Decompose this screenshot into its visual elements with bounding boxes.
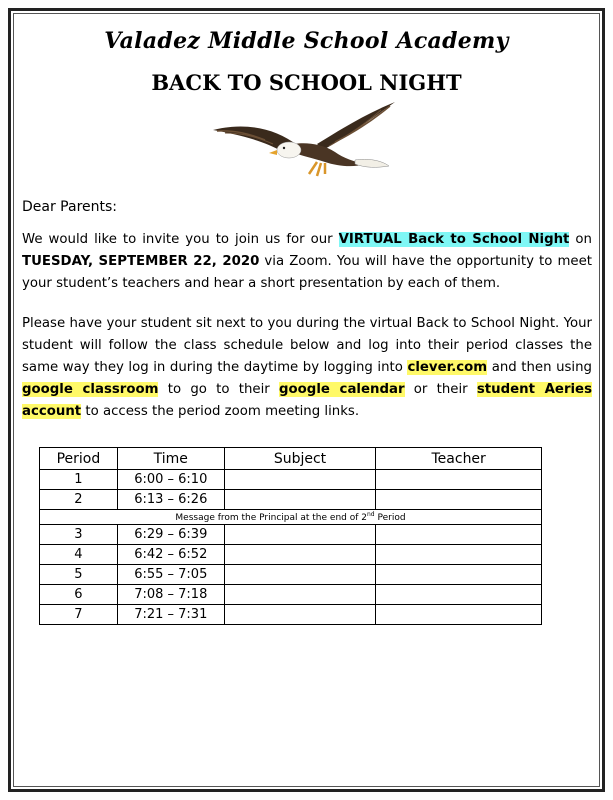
period-cell: 3 bbox=[40, 525, 118, 545]
subject-cell bbox=[224, 605, 376, 625]
period-cell: 1 bbox=[40, 470, 118, 490]
period-cell: 4 bbox=[40, 545, 118, 565]
subject-cell bbox=[224, 545, 376, 565]
header-subject: Subject bbox=[224, 448, 376, 470]
table-row bbox=[40, 470, 542, 490]
text: via Zoom. You will have the opportunity to meet your student’s teachers and hear a short presentation by each of them. bbox=[22, 254, 592, 291]
period-cell: 7 bbox=[40, 605, 118, 625]
text: to go to their bbox=[158, 382, 280, 397]
subject-cell bbox=[224, 525, 376, 545]
school-name: Valadez Middle School Academy bbox=[104, 28, 509, 54]
table-row bbox=[40, 605, 542, 625]
google-calendar-highlight: google calendar bbox=[279, 382, 405, 397]
text: and then using bbox=[487, 360, 592, 375]
teacher-cell bbox=[376, 490, 542, 510]
table-row bbox=[40, 565, 542, 585]
header-teacher: Teacher bbox=[376, 448, 542, 470]
time-cell: 7:21 – 7:31 bbox=[117, 605, 224, 625]
teacher-cell bbox=[376, 525, 542, 545]
header-period: Period bbox=[40, 448, 118, 470]
invitation-paragraph bbox=[22, 229, 592, 295]
event-date: TUESDAY, SEPTEMBER 22, 2020 bbox=[22, 254, 260, 269]
period-cell: 2 bbox=[40, 490, 118, 510]
schedule-table bbox=[39, 447, 542, 625]
google-classroom-highlight: google classroom bbox=[22, 382, 159, 397]
event-title: BACK TO SCHOOL NIGHT bbox=[151, 70, 462, 95]
eagle-icon bbox=[205, 100, 405, 185]
text: We would like to invite you to join us for our bbox=[22, 232, 339, 247]
subject-cell bbox=[224, 585, 376, 605]
teacher-cell bbox=[376, 605, 542, 625]
salutation: Dear Parents: bbox=[22, 199, 118, 215]
text: on bbox=[569, 232, 592, 247]
time-cell: 6:42 – 6:52 bbox=[117, 545, 224, 565]
teacher-cell bbox=[376, 565, 542, 585]
table-row bbox=[40, 545, 542, 565]
principal-message-row bbox=[40, 510, 542, 525]
period-cell: 5 bbox=[40, 565, 118, 585]
text: or their bbox=[404, 382, 477, 397]
period-cell: 6 bbox=[40, 585, 118, 605]
table-row bbox=[40, 585, 542, 605]
text: Message from the Principal at the end of 2 bbox=[175, 513, 367, 523]
table-header-row bbox=[40, 448, 542, 470]
teacher-cell bbox=[376, 545, 542, 565]
teacher-cell bbox=[376, 585, 542, 605]
table-row bbox=[40, 490, 542, 510]
header-time: Time bbox=[117, 448, 224, 470]
table-row bbox=[40, 525, 542, 545]
instructions-paragraph bbox=[22, 313, 592, 423]
ordinal-suffix: nd bbox=[367, 511, 375, 518]
principal-message bbox=[40, 510, 542, 525]
subject-cell bbox=[224, 490, 376, 510]
time-cell: 6:29 – 6:39 bbox=[117, 525, 224, 545]
text: Period bbox=[374, 513, 406, 523]
text: to access the period zoom meeting links. bbox=[81, 404, 360, 419]
time-cell: 6:00 – 6:10 bbox=[117, 470, 224, 490]
text: Please have your student sit next to you during the virtual Back to School Night. Your student will follow the class schedule below and log into their period classes the same way they log in during the daytime by logging into bbox=[22, 316, 592, 375]
time-cell: 6:13 – 6:26 bbox=[117, 490, 224, 510]
time-cell: 7:08 – 7:18 bbox=[117, 585, 224, 605]
aeries-account-highlight: student Aeries account bbox=[22, 382, 592, 419]
teacher-cell bbox=[376, 470, 542, 490]
virtual-event-highlight: VIRTUAL Back to School Night bbox=[338, 232, 570, 247]
subject-cell bbox=[224, 470, 376, 490]
clever-highlight: clever.com bbox=[407, 360, 488, 375]
time-cell: 6:55 – 7:05 bbox=[117, 565, 224, 585]
subject-cell bbox=[224, 565, 376, 585]
